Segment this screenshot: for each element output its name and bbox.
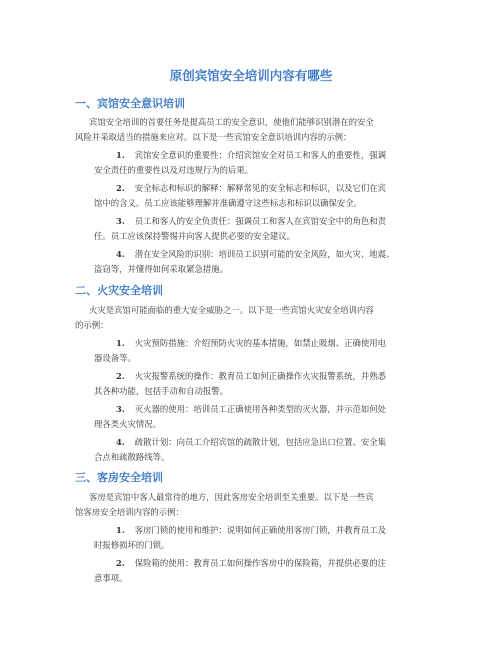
list-item bbox=[94, 523, 434, 553]
section-intro bbox=[75, 115, 427, 145]
intro-line: 火灾是宾馆可能面临的重大安全威胁之一。以下是一些宾馆火灾安全培训内容 bbox=[89, 305, 374, 315]
list-item bbox=[94, 148, 434, 178]
list-item bbox=[94, 214, 434, 244]
item-number: 3. bbox=[116, 216, 125, 226]
list-item bbox=[94, 336, 434, 366]
list-item bbox=[94, 556, 434, 586]
section-intro bbox=[75, 303, 427, 333]
item-text: 任。员工应该保持警惕并向客人提供必要的安全建议。 bbox=[94, 231, 295, 241]
list-item bbox=[94, 369, 434, 399]
item-text: 潜在安全风险的识别：培训员工识别可能的安全风险，如火灾、地震、 bbox=[134, 249, 395, 259]
item-text: 理各类火灾情况。 bbox=[94, 419, 161, 429]
section-intro bbox=[75, 490, 427, 520]
item-text: 其各种功能，包括手动和自动报警。 bbox=[94, 386, 228, 396]
item-number: 2. bbox=[116, 558, 125, 568]
item-number: 4. bbox=[116, 249, 125, 259]
item-text: 保险箱的使用：教育员工如何操作客房中的保险箱，并提供必要的注 bbox=[134, 558, 386, 568]
intro-line: 馆客房安全培训内容的示例： bbox=[75, 507, 184, 517]
intro-line: 风险并采取适当的措施来应对。以下是一些宾馆安全意识培训内容的示例： bbox=[75, 132, 352, 142]
document-title: 原创宾馆安全培训内容有哪些 bbox=[169, 68, 333, 83]
item-text: 器设备等。 bbox=[94, 353, 136, 363]
intro-line: 宾馆安全培训的首要任务是提高员工的安全意识，使他们能够识别潜在的安全 bbox=[89, 117, 374, 127]
item-number: 1. bbox=[116, 525, 125, 535]
item-text: 疏散计划：向员工介绍宾馆的疏散计划，包括应急出口位置、安全集 bbox=[134, 437, 386, 447]
item-text: 火灾报警系统的操作：教育员工如何正确操作火灾报警系统，并熟悉 bbox=[134, 371, 386, 381]
item-number: 1. bbox=[116, 338, 125, 348]
item-number: 4. bbox=[116, 437, 125, 447]
item-text: 意事项。 bbox=[94, 573, 128, 583]
item-text: 盗窃等，并懂得如何采取紧急措施。 bbox=[94, 264, 228, 274]
item-text: 安全标志和标识的解释：解释常见的安全标志和标识，以及它们在宾 bbox=[134, 183, 386, 193]
item-text: 宾馆安全意识的重要性：介绍宾馆安全对员工和客人的重要性，强调 bbox=[134, 150, 386, 160]
item-text: 火灾预防措施：介绍预防火灾的基本措施，如禁止吸烟、正确使用电 bbox=[134, 338, 386, 348]
list-item bbox=[94, 247, 434, 277]
section-heading-safety-awareness: 一、宾馆安全意识培训 bbox=[75, 97, 185, 110]
list-item bbox=[94, 181, 434, 211]
item-number: 1. bbox=[116, 150, 125, 160]
item-number: 2. bbox=[116, 183, 125, 193]
item-text: 员工和客人的安全负责任：强调员工和客人在宾馆安全中的角色和责 bbox=[134, 216, 386, 226]
item-number: 3. bbox=[116, 404, 125, 414]
item-text: 安全责任的重要性以及对违规行为的后果。 bbox=[94, 165, 254, 175]
list-item bbox=[94, 435, 434, 465]
section-heading-room-safety: 三、客房安全培训 bbox=[75, 471, 163, 484]
section-heading-fire-safety: 二、火灾安全培训 bbox=[75, 284, 163, 297]
item-number: 2. bbox=[116, 371, 125, 381]
item-text: 客房门锁的使用和维护：说明如何正确使用客房门锁，并教育员工及 bbox=[134, 525, 386, 535]
intro-line: 的示例： bbox=[75, 320, 109, 330]
item-text: 馆中的含义。员工应该能够理解并准确遵守这些标志和标识以确保安全。 bbox=[94, 198, 362, 208]
item-text: 时报修损坏的门锁。 bbox=[94, 540, 170, 550]
intro-line: 客房是宾馆中客人最常待的地方，因此客房安全培训至关重要。以下是一些宾 bbox=[89, 492, 374, 502]
item-text: 灭火器的使用：培训员工正确使用各种类型的灭火器，并示范如何处 bbox=[134, 404, 386, 414]
list-item bbox=[94, 402, 434, 432]
item-text: 合点和疏散路线等。 bbox=[94, 452, 170, 462]
